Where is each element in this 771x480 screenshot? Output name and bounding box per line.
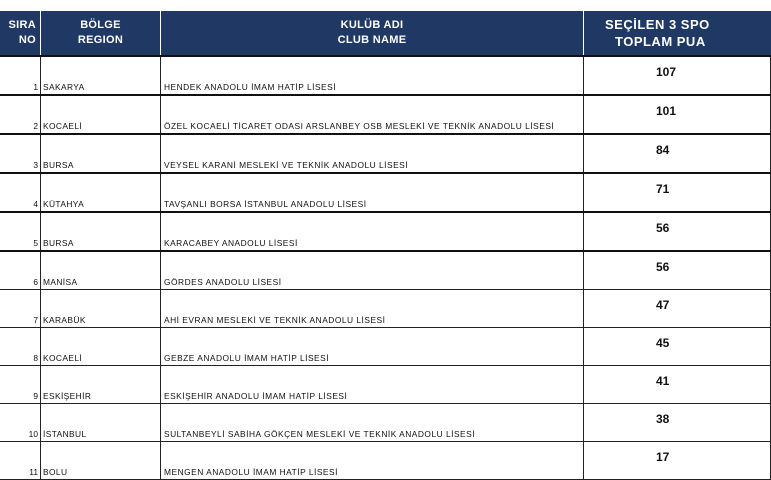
cell-score: 56: [584, 212, 771, 251]
cell-club: ÖZEL KOCAELİ TİCARET ODASI ARSLANBEY OSB MESLEKİ VE TEKNİK ANADOLU LİSESİ: [161, 95, 584, 134]
header-row: [0, 11, 771, 56]
cell-score: 56: [584, 251, 771, 290]
cell-no: 11: [0, 442, 41, 480]
cell-no: 1: [0, 56, 41, 95]
header-score: [584, 11, 771, 56]
cell-region: BOLU: [41, 442, 161, 480]
cell-no: 6: [0, 251, 41, 290]
header-club: [161, 11, 584, 56]
header-no-en: NO: [18, 34, 36, 46]
table-row: [0, 290, 771, 328]
header-no-tr: SIRA: [8, 19, 36, 31]
cell-region: KOCAELİ: [41, 95, 161, 134]
cell-club: AHİ EVRAN MESLEKİ VE TEKNİK ANADOLU LİSESİ: [161, 290, 584, 328]
cell-club: GÖRDES ANADOLU LİSESİ: [161, 251, 584, 290]
table-row: [0, 328, 771, 366]
cell-no: 3: [0, 134, 41, 173]
cell-region: SAKARYA: [41, 56, 161, 95]
cell-club: GEBZE ANADOLU İMAM HATİP LİSESİ: [161, 328, 584, 366]
cell-no: 9: [0, 366, 41, 404]
header-score-en: TOPLAM PUA: [615, 34, 706, 49]
cell-club: VEYSEL KARANİ MESLEKİ VE TEKNİK ANADOLU LİSESİ: [161, 134, 584, 173]
cell-region: KÜTAHYA: [41, 173, 161, 212]
table-row: [0, 366, 771, 404]
header-club-en: CLUB NAME: [337, 34, 407, 46]
cell-no: 2: [0, 95, 41, 134]
cell-score: 38: [584, 404, 771, 442]
table-row: [0, 212, 771, 251]
cell-no: 5: [0, 212, 41, 251]
header-club-tr: KULÜB ADI: [340, 19, 404, 31]
cell-club: SULTANBEYLİ SABİHA GÖKÇEN MESLEKİ VE TEKNİK ANADOLU LİSESİ: [161, 404, 584, 442]
cell-score: 17: [584, 442, 771, 480]
cell-score: 101: [584, 95, 771, 134]
table-row: [0, 442, 771, 480]
cell-no: 4: [0, 173, 41, 212]
cell-no: 10: [0, 404, 41, 442]
table-row: [0, 173, 771, 212]
cell-score: 45: [584, 328, 771, 366]
table-row: [0, 251, 771, 290]
table-body: [0, 56, 771, 480]
cell-region: BURSA: [41, 212, 161, 251]
cell-no: 8: [0, 328, 41, 366]
cell-region: ESKİŞEHİR: [41, 366, 161, 404]
cell-score: 41: [584, 366, 771, 404]
table-row: [0, 95, 771, 134]
header-score-tr: SEÇİLEN 3 SPO: [605, 17, 710, 32]
table-row: [0, 56, 771, 95]
cell-club: HENDEK ANADOLU İMAM HATİP LİSESİ: [161, 56, 584, 95]
cell-score: 71: [584, 173, 771, 212]
cell-club: KARACABEY ANADOLU LİSESİ: [161, 212, 584, 251]
header-region-en: REGION: [77, 34, 124, 46]
table-header: [0, 11, 771, 56]
cell-region: MANİSA: [41, 251, 161, 290]
cell-score: 84: [584, 134, 771, 173]
cell-score: 47: [584, 290, 771, 328]
header-region-tr: BÖLGE: [80, 19, 121, 31]
cell-club: ESKİŞEHİR ANADOLU İMAM HATİP LİSESİ: [161, 366, 584, 404]
cell-region: İSTANBUL: [41, 404, 161, 442]
table-row: [0, 404, 771, 442]
cell-no: 7: [0, 290, 41, 328]
header-region: [41, 11, 161, 56]
cell-club: MENGEN ANADOLU İMAM HATİP LİSESİ: [161, 442, 584, 480]
table-row: [0, 134, 771, 173]
ranking-table: [0, 11, 771, 480]
cell-region: KOCAELİ: [41, 328, 161, 366]
cell-region: BURSA: [41, 134, 161, 173]
cell-score: 107: [584, 56, 771, 95]
cell-region: KARABÜK: [41, 290, 161, 328]
cell-club: TAVŞANLI BORSA İSTANBUL ANADOLU LİSESİ: [161, 173, 584, 212]
header-no: [0, 11, 41, 56]
